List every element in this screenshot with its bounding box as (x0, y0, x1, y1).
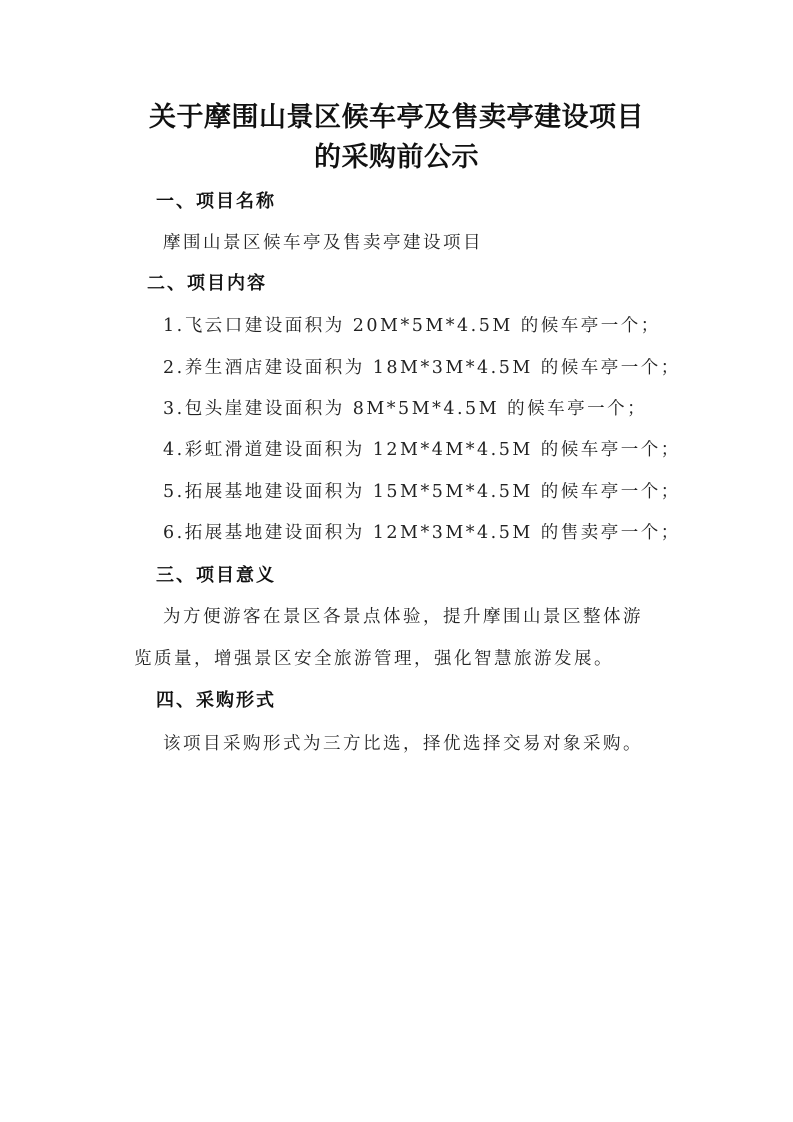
document-title-line-2: 的采购前公示 (314, 142, 479, 173)
content-list-item: 6.拓展基地建设面积为 12M*3M*4.5M 的售卖亭一个； (163, 523, 681, 543)
section-heading-project-name: 一、项目名称 (156, 191, 276, 212)
section-heading-procurement-form: 四、采购形式 (156, 690, 276, 711)
project-name-text: 摩围山景区候车亭及售卖亭建设项目 (163, 233, 483, 253)
content-list-item: 5.拓展基地建设面积为 15M*5M*4.5M 的候车亭一个； (163, 482, 681, 502)
significance-text-line-1: 为方便游客在景区各景点体验，提升摩围山景区整体游 (163, 607, 643, 627)
procurement-form-text: 该项目采购形式为三方比选，择优选择交易对象采购。 (163, 734, 643, 754)
content-list-item: 1.飞云口建设面积为 20M*5M*4.5M 的候车亭一个； (163, 316, 661, 336)
significance-text-line-2: 览质量，增强景区安全旅游管理，强化智慧旅游发展。 (134, 649, 614, 669)
section-heading-project-significance: 三、项目意义 (156, 565, 276, 586)
section-heading-project-content: 二、项目内容 (147, 273, 267, 294)
content-list-item: 4.彩虹滑道建设面积为 12M*4M*4.5M 的候车亭一个； (163, 440, 681, 460)
content-list-item: 2.养生酒店建设面积为 18M*3M*4.5M 的候车亭一个； (163, 358, 681, 378)
content-list-item: 3.包头崖建设面积为 8M*5M*4.5M 的候车亭一个； (163, 399, 648, 419)
document-title-line-1: 关于摩围山景区候车亭及售卖亭建设项目 (149, 102, 644, 133)
